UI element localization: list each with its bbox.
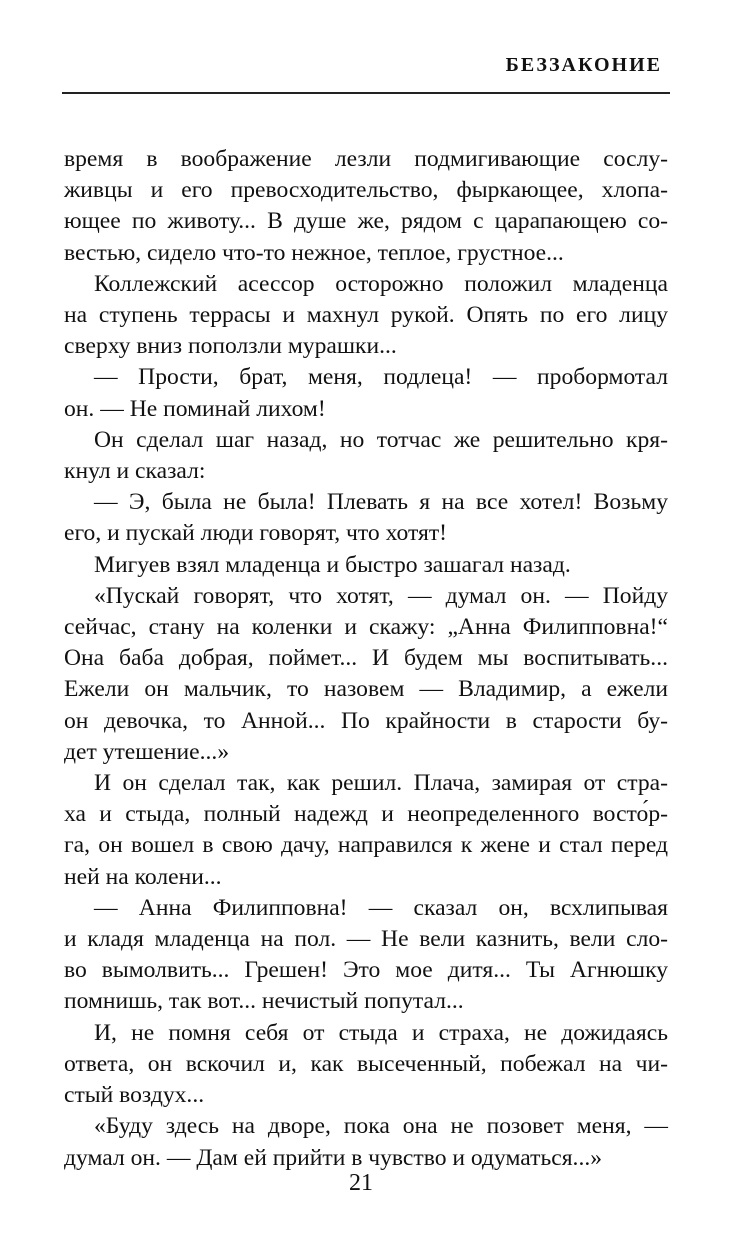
- page-number: 21: [349, 1170, 373, 1196]
- text-line: Коллежский асессор осторожно положил младенца: [94, 270, 668, 297]
- text-line: Мигуев взял младенца и быстро зашагал назад.: [94, 551, 571, 578]
- header-rule: [62, 92, 670, 94]
- text-line: кнул и сказал:: [64, 458, 206, 485]
- text-line: и кладя младенца на пол. — Не вели казнить, вели сло-: [64, 926, 668, 953]
- text-line: он. — Не поминай лихом!: [64, 395, 326, 422]
- text-line: на ступень террасы и махнул рукой. Опять по его лицу: [64, 302, 668, 329]
- text-line: ющее по животу... В душе же, рядом с царапающею со-: [64, 208, 668, 235]
- text-line: — Анна Филипповна! — сказал он, всхлипывая: [94, 894, 668, 921]
- text-line: И он сделал так, как решил. Плача, замирая от стра-: [94, 770, 668, 797]
- text-line: думал он. — Дам ей прийти в чувство и одуматься...»: [64, 1144, 603, 1171]
- running-head: БЕЗЗАКОНИЕ: [505, 54, 662, 76]
- text-line: он девочка, то Анной... По крайности в старости бу-: [64, 707, 668, 734]
- text-line: его, и пускай люди говорят, что хотят!: [64, 520, 448, 547]
- text-line: сейчас, стану на коленки и скажу: „Анна Филипповна!“: [64, 614, 668, 641]
- text-line: ответа, он вскочил и, как высеченный, побежал на чи-: [64, 1050, 668, 1077]
- text-line: ней на колени...: [64, 863, 222, 890]
- text-line: стый воздух...: [64, 1082, 205, 1109]
- text-line: «Буду здесь на дворе, пока она не позовет меня, —: [94, 1113, 668, 1140]
- text-line: га, он вошел в свою дачу, направился к жене и стал перед: [64, 832, 668, 859]
- text-line: во вымолвить... Грешен! Это мое дитя... Ты Агнюшку: [64, 957, 668, 984]
- text-line: Она баба добрая, поймет... И будем мы воспитывать...: [64, 645, 668, 672]
- text-line: сверху вниз поползли мурашки...: [64, 333, 397, 360]
- text-line: живцы и его превосходительство, фыркающее, хлопа-: [64, 177, 668, 204]
- text-line: И, не помня себя от стыда и страха, не дожидаясь: [94, 1019, 668, 1046]
- body-text: [64, 144, 668, 1174]
- text-line: ха и стыда, полный надежд и неопределенного восто́р-: [64, 801, 668, 828]
- text-line: Ежели он мальчик, то назовем — Владимир, а ежели: [64, 676, 668, 703]
- text-line: — Прости, брат, меня, подлеца! — пробормотал: [94, 364, 668, 391]
- text-line: «Пускай говорят, что хотят, — думал он. — Пойду: [94, 582, 668, 609]
- text-line: дет утешение...»: [64, 738, 230, 765]
- text-line: — Э, была не была! Плевать я на все хотел! Возьму: [94, 489, 668, 516]
- text-line: Он сделал шаг назад, но тотчас же решительно кря-: [94, 426, 668, 453]
- text-line: вестью, сидело что-то нежное, теплое, грустное...: [64, 239, 564, 266]
- text-line: время в воображение лезли подмигивающие сослу-: [64, 146, 668, 172]
- text-line: помнишь, так вот... нечистый попутал...: [64, 988, 464, 1015]
